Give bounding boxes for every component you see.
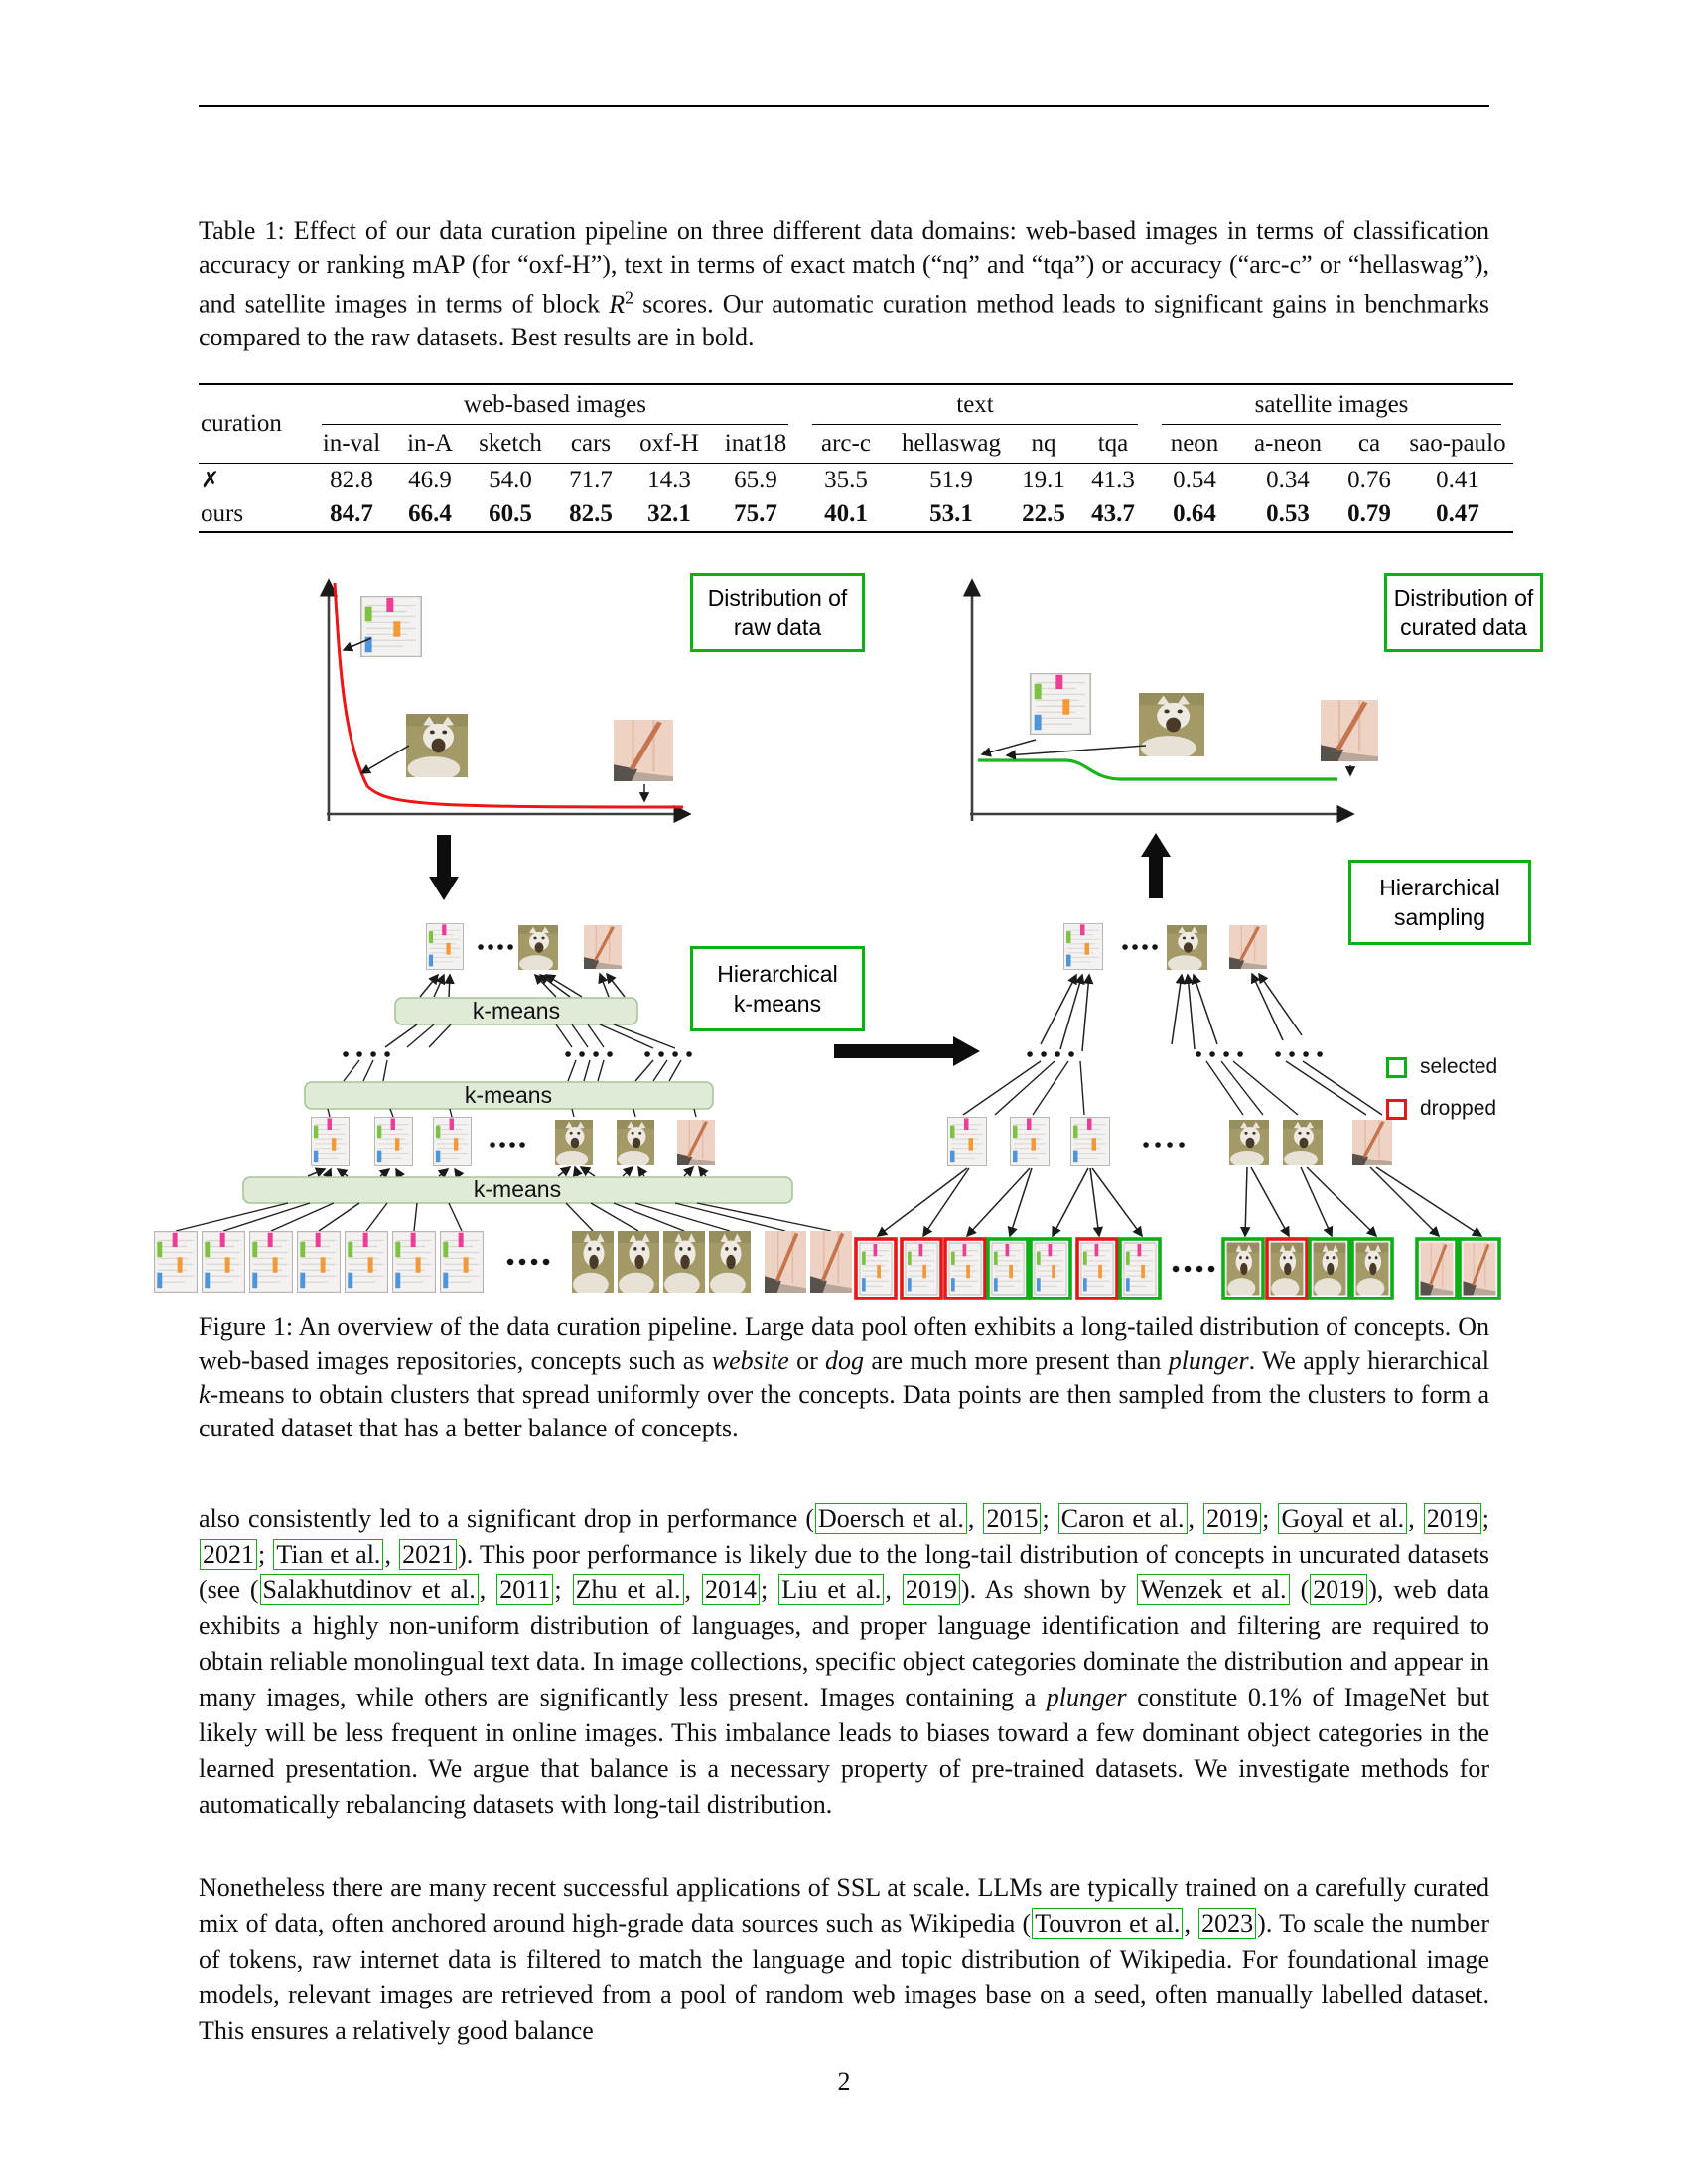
value-cell: 19.1 <box>1022 467 1065 493</box>
col-header: inat18 <box>711 425 800 464</box>
plunger-thumbnail <box>1421 1243 1454 1296</box>
curated-label-line2: curated data <box>1400 614 1527 640</box>
curated-distribution-label <box>1384 573 1543 652</box>
citation-link[interactable]: Wenzek et al. <box>1137 1574 1289 1605</box>
col-header: arc-c <box>800 425 892 464</box>
citation-link[interactable]: Liu et al. <box>778 1574 884 1605</box>
italic-term: website <box>711 1346 789 1375</box>
raw-distribution-label <box>690 573 865 652</box>
value-cell: 0.34 <box>1266 467 1310 493</box>
value-cell: 0.47 <box>1402 497 1513 532</box>
legend-selected-label: selected <box>1420 1055 1498 1078</box>
value-cell: 60.5 <box>467 497 554 532</box>
value-cell: 14.3 <box>647 467 691 493</box>
value-cell: 51.9 <box>929 467 973 493</box>
hk-label-line2: k-means <box>733 991 822 1017</box>
value-cell: 66.4 <box>393 497 467 532</box>
results-table-wrap <box>199 383 1506 533</box>
citation-link[interactable]: 2014 <box>702 1574 760 1605</box>
dog-thumbnail <box>518 925 558 973</box>
citation-link[interactable]: 2019 <box>1424 1503 1481 1534</box>
value-cell: 75.7 <box>711 497 800 532</box>
plunger-thumbnail <box>614 720 673 781</box>
col-header: ca <box>1336 425 1402 464</box>
body-paragraph-2: Nonetheless there are many recent successful applications of SSL at scale. LLMs are typically trained on a carefully curated mix of data, often anchored around high-grade data sources such as Wikipedia ( Touvron et al. , 2023 ). To scale the number of tokens, raw internet data is filtered to match the language and topic distribution of Wikipedia. For foundational image models, relevant images are retrieved from a pool of random web images base on a seed, often manually labelled dataset. This ensures a relatively good balance <box>199 1873 1489 2045</box>
value-cell: 0.54 <box>1173 467 1216 493</box>
dog-thumbnail <box>1356 1243 1389 1298</box>
citation-link[interactable]: Zhu et al. <box>573 1574 684 1605</box>
value-cell: 32.1 <box>628 497 711 532</box>
col-header: tqa <box>1076 425 1150 464</box>
table-caption: Table 1: Effect of our data curation pipeline on three different data domains: web-based images in terms of classification accuracy or ranking mAP (for “oxf-H”), text in terms of exact match (“nq” and “tqa”) or accuracy (“arc-c” or “hellaswag”), and satellite images in terms of block $R^2$ scores. Our automatic curation method leads to significant gains in benchmarks compared to the raw datasets. Best results are in bold. <box>199 216 1489 352</box>
curated-label-line1: Distribution of <box>1393 585 1534 611</box>
website-thumbnail <box>948 1117 987 1165</box>
website-thumbnail <box>1064 923 1103 969</box>
value-cell: 0.79 <box>1336 497 1402 532</box>
citation-link[interactable]: Goyal et al. <box>1278 1503 1407 1534</box>
citation-link[interactable]: 2023 <box>1198 1908 1256 1939</box>
legend-dropped-label: dropped <box>1420 1097 1497 1120</box>
value-cell: 65.9 <box>734 467 777 493</box>
website-thumbnail <box>361 597 421 657</box>
citation-link[interactable]: 2019 <box>1203 1503 1261 1534</box>
citation-link[interactable]: Caron et al. <box>1058 1503 1188 1534</box>
value-cell: 0.53 <box>1239 497 1336 532</box>
dog-thumbnail <box>1271 1243 1304 1298</box>
website-thumbnail <box>1071 1117 1110 1165</box>
citation-link[interactable]: 2019 <box>903 1574 960 1605</box>
right-arrow-icon <box>834 1036 980 1066</box>
plunger-thumbnail <box>810 1231 852 1293</box>
website-thumbnail <box>1031 674 1090 735</box>
value-cell: 43.7 <box>1076 497 1150 532</box>
selected-swatch-icon <box>1386 1057 1407 1078</box>
value-cell: 41.3 <box>1091 467 1135 493</box>
hs-label-line1: Hierarchical <box>1379 875 1500 900</box>
raw-distribution-plot <box>327 581 689 821</box>
website-thumbnail <box>1011 1117 1050 1165</box>
header-rule <box>199 105 1489 107</box>
website-thumbnail <box>346 1232 388 1293</box>
value-cell: 22.5 <box>1011 497 1076 532</box>
citation-link[interactable]: 2011 <box>496 1574 553 1605</box>
raw-label-line1: Distribution of <box>707 585 848 611</box>
citation-link[interactable]: Tian et al. <box>273 1539 383 1570</box>
table-row-ours <box>199 497 1513 532</box>
website-thumbnail <box>1081 1243 1113 1295</box>
column-header-row <box>199 425 1513 464</box>
dog-thumbnail <box>1314 1243 1346 1298</box>
plunger-thumbnail <box>1464 1243 1496 1296</box>
website-thumbnail <box>155 1232 198 1293</box>
website-thumbnail <box>860 1243 892 1295</box>
col-header: in-A <box>393 425 467 464</box>
website-thumbnail <box>1124 1243 1156 1295</box>
value-cell: 82.8 <box>330 467 373 493</box>
dog-thumbnail <box>1139 693 1204 760</box>
down-arrow-icon <box>429 835 459 900</box>
figure-caption: Figure 1: An overview of the data curation pipeline. Large data pool often exhibits a long-tailed distribution of concepts. On web-based images repositories, concepts such as website or dog are much more present than plunger. We apply hierarchical k-means to obtain clusters that spread uniformly over the concepts. Data points are then sampled from the clusters to form a curated dataset that has a better balance of concepts. <box>199 1312 1489 1442</box>
website-thumbnail <box>250 1232 293 1293</box>
row-label-no-curation: ✗ <box>201 468 220 493</box>
citation-link[interactable]: 2015 <box>983 1503 1041 1534</box>
dog-thumbnail <box>555 1120 593 1168</box>
italic-term: plunger <box>1046 1683 1127 1711</box>
kmeans-box-label: k-means <box>473 1176 562 1202</box>
hk-label-line1: Hierarchical <box>717 961 838 987</box>
plunger-thumbnail <box>765 1231 806 1293</box>
value-cell: 84.7 <box>310 497 393 532</box>
value-cell: 35.5 <box>824 467 868 493</box>
value-cell: 53.1 <box>892 497 1011 532</box>
citation-link[interactable]: Touvron et al. <box>1032 1908 1183 1939</box>
col-header: sketch <box>467 425 554 464</box>
hs-label-line2: sampling <box>1393 904 1486 930</box>
website-thumbnail <box>906 1243 937 1295</box>
col-header: nq <box>1011 425 1076 464</box>
col-header: oxf-H <box>628 425 711 464</box>
col-header: sao-paulo <box>1402 425 1513 464</box>
dog-thumbnail <box>663 1231 705 1297</box>
math-expression: $R^2$ <box>609 287 633 319</box>
dog-thumbnail <box>572 1231 614 1297</box>
website-thumbnail <box>203 1232 245 1293</box>
value-cell: 0.41 <box>1436 467 1479 493</box>
hierarchical-kmeans-label <box>690 946 865 1031</box>
plunger-thumbnail <box>1229 925 1267 969</box>
value-cell: 54.0 <box>489 467 532 493</box>
dropped-swatch-icon <box>1386 1099 1407 1120</box>
italic-term: plunger <box>1168 1346 1249 1375</box>
dog-thumbnail <box>1227 1243 1260 1298</box>
kmeans-box-label: k-means <box>464 1082 553 1108</box>
website-thumbnail <box>992 1243 1024 1295</box>
citation-link[interactable]: Salakhutdinov et al. <box>260 1574 479 1605</box>
legend-selected <box>1386 1055 1497 1079</box>
results-table <box>199 383 1513 533</box>
figure-1-diagram <box>139 551 1549 1310</box>
citation-link[interactable]: 2021 <box>200 1539 257 1570</box>
citation-link[interactable]: Doersch et al. <box>815 1503 967 1534</box>
dog-thumbnail <box>1283 1120 1323 1168</box>
website-thumbnail <box>393 1232 436 1293</box>
plunger-thumbnail <box>677 1120 715 1165</box>
value-cell: 71.7 <box>569 467 613 493</box>
citation-link[interactable]: 2019 <box>1310 1574 1367 1605</box>
dog-thumbnail <box>618 1231 659 1297</box>
value-cell: 40.1 <box>800 497 892 532</box>
dog-thumbnail <box>1229 1120 1269 1168</box>
dog-thumbnail <box>1167 925 1207 973</box>
group-header-satellite: satellite images <box>1150 384 1513 425</box>
website-thumbnail <box>949 1243 981 1295</box>
value-cell: 0.76 <box>1347 467 1391 493</box>
col-header: in-val <box>310 425 393 464</box>
dog-thumbnail <box>617 1120 654 1168</box>
value-cell: 0.64 <box>1150 497 1239 532</box>
website-thumbnail <box>433 1117 471 1165</box>
value-cell: 82.5 <box>554 497 628 532</box>
col-header: hellaswag <box>892 425 1011 464</box>
group-header-text: text <box>800 384 1150 425</box>
body-paragraph-1: also consistently led to a significant drop in performance ( Doersch et al. , 2015 ; Caron et al. , 2019 ; Goyal et al. , 2019 ; 2021 ; Tian et al. , 2021 ). This poor performance is likely due to the long-tail distribution of concepts in uncurated datasets (see ( Salakhutdinov et al. , 2011 ; Zhu et al. , 2014 ; Liu et al. , 2019 ). As shown by Wenzek et al. ( 2019 ), web data exhibits a highly non-uniform distribution of languages, and proper language identification and filtering are required to obtain reliable monolingual text data. In image collections, specific object categories dominate the distribution and appear in many images, while others are significantly less present. Images containing a plunger constitute 0.1% of ImageNet but likely will be less frequent in online images. This imbalance leads to biases toward a few dominant object categories in the learned presentation. We argue that balance is a necessary property of pre-trained datasets. We investigate methods for automatically rebalancing datasets with long-tail distribution. <box>199 1504 1490 1819</box>
kmeans-box-label: k-means <box>472 998 561 1024</box>
italic-term: dog <box>825 1346 865 1375</box>
italic-term: k <box>199 1380 211 1409</box>
website-thumbnail <box>311 1117 349 1165</box>
dog-thumbnail <box>709 1231 751 1297</box>
up-arrow-icon <box>1141 833 1171 898</box>
citation-link[interactable]: 2021 <box>399 1539 457 1570</box>
col-header: cars <box>554 425 628 464</box>
plunger-thumbnail <box>1321 700 1378 761</box>
website-thumbnail <box>298 1232 341 1293</box>
table-row-raw <box>199 464 1513 498</box>
website-thumbnail <box>1035 1243 1066 1295</box>
website-thumbnail <box>426 923 463 969</box>
website-thumbnail <box>374 1117 412 1165</box>
curated-distribution-plot <box>970 581 1378 821</box>
plunger-thumbnail <box>584 925 622 969</box>
col-header: neon <box>1150 425 1239 464</box>
stub-header: curation <box>199 384 310 464</box>
dog-thumbnail <box>406 714 468 781</box>
value-cell: 46.9 <box>408 467 452 493</box>
legend-dropped <box>1386 1097 1496 1121</box>
raw-label-line2: raw data <box>733 614 822 640</box>
row-label-ours: ours <box>199 497 310 532</box>
plunger-thumbnail <box>1352 1120 1392 1165</box>
page-number: 2 <box>837 2067 851 2096</box>
group-header-web: web-based images <box>310 384 800 425</box>
col-header: a-neon <box>1239 425 1336 464</box>
hierarchical-sampling-label <box>1348 860 1531 945</box>
curated-balanced-curve <box>978 760 1337 779</box>
website-thumbnail <box>441 1232 484 1293</box>
